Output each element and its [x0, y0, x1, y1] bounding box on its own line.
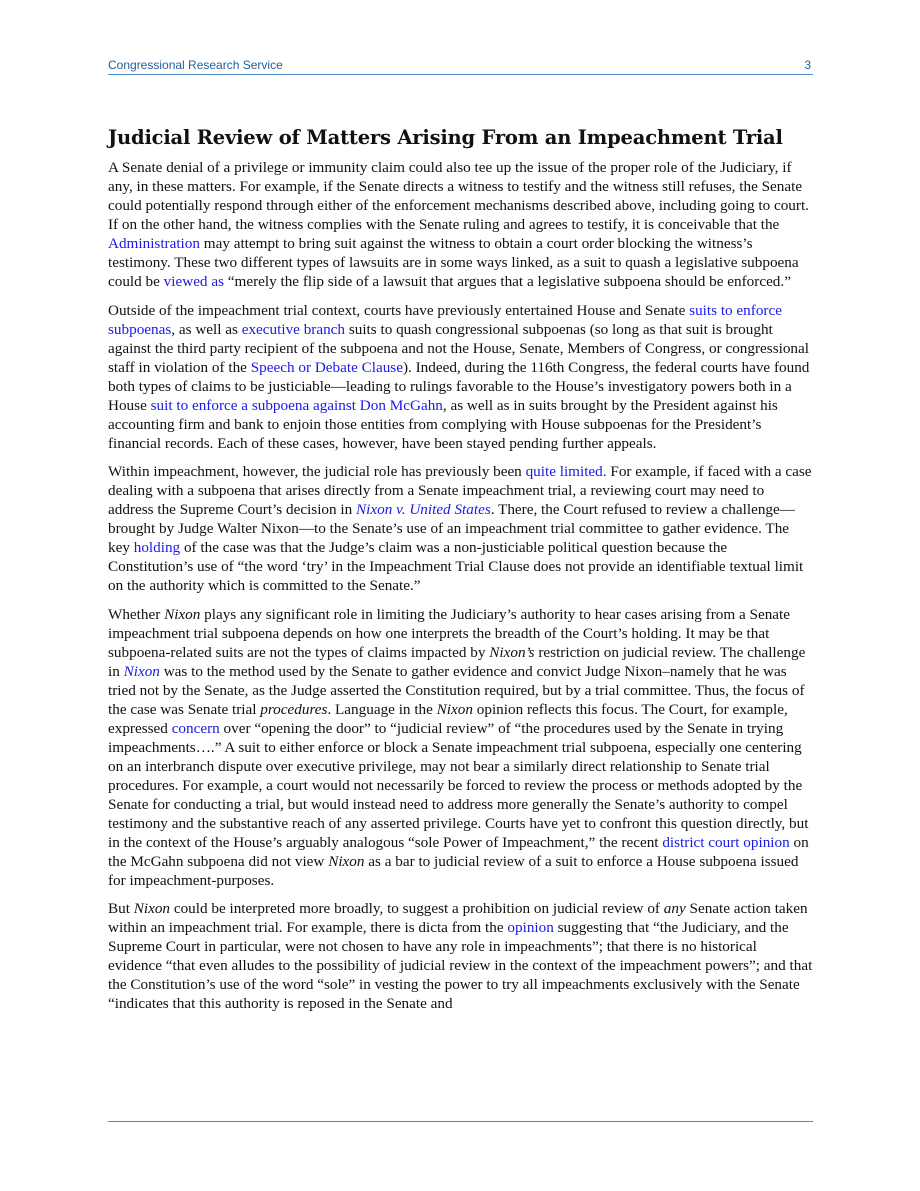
text: “merely the flip side of a lawsuit that argues that a legislative subpoena should be enforced.” [223, 273, 791, 290]
text: Outside of the impeachment trial context, courts have previously entertained House and Senate [108, 301, 690, 319]
header-organization: Congressional Research Service [108, 58, 283, 72]
text: Within impeachment, however, the judicial role has previously been [108, 463, 526, 480]
link-viewed-as[interactable]: viewed as [163, 273, 224, 290]
page-number: 3 [804, 58, 811, 72]
link-mcgahn-suit[interactable]: suit to enforce a subpoena against Don McGahn [150, 396, 443, 414]
text: . There, the Court refused to review a challenge—brought by Judge Walter Nixon—to the Senate’s use of an impeachment trial committee to gather evidence. The key [108, 501, 795, 556]
link-quite-limited[interactable]: quite limited. [525, 463, 607, 480]
text: suits to quash congressional subpoenas (so long as that suit is brought against the third party recipient of the subpoena and not the House, Senate, Members of Congress, or congressional staff in violation of the [108, 320, 809, 376]
link-district-court-opinion[interactable]: district court opinion [662, 833, 790, 851]
link-suits-to-enforce-subpoenas[interactable]: suits to enforce subpoenas [108, 301, 782, 338]
text: may attempt to bring suit against the witness to obtain a court order blocking the witness’s testimony. These two different types of lawsuits are in some ways linked, as a suit to quash a legislative subpoena could be [108, 235, 799, 290]
paragraph-1 [108, 158, 813, 291]
footer-rule [108, 1121, 813, 1122]
link-administration[interactable]: Administration [108, 235, 200, 252]
text: For example, if faced with a case dealing with a subpoena that arises directly from a Senate impeachment trial, a reviewing court may need to address the Supreme Court’s decision in [108, 463, 812, 518]
text: of the case was that the Judge’s claim was a non-justiciable political question because the Constitution’s use of “the word ‘try’ in the Impeachment Trial Clause does not provide an identifiable textual limit on the authority which is committed to the Senate.” [108, 539, 804, 594]
text: , as well as in suits brought by the President against his accounting firm and bank to enjoin those entities from complying with House subpoenas for the President’s financial records. Each of these cases, however, have been stayed pending further appeals. [108, 396, 778, 452]
text: , as well as [171, 320, 242, 338]
text: restriction on judicial review. The challenge in [108, 643, 806, 680]
case-name: Nixon [164, 605, 201, 623]
running-header [108, 56, 813, 74]
text: plays any significant role in limiting the Judiciary’s authority to hear cases arising from a Senate impeachment trial subpoena depends on how one interprets the breadth of the Court’s holding. It may be that subpoena-related suits are not the types of claims impacted by [108, 605, 790, 661]
text: opinion reflects this focus. The Court, for example, expressed [108, 700, 788, 737]
case-name: Nixon [328, 852, 365, 870]
link-nixon-v-united-states[interactable]: Nixon v. United States [356, 501, 491, 518]
case-name: Nixon [436, 700, 473, 718]
link-executive-branch[interactable]: executive branch [241, 320, 346, 338]
paragraph-4 [108, 605, 813, 890]
link-nixon[interactable]: Nixon [123, 662, 160, 680]
emphasis: procedures [260, 700, 328, 718]
emphasis: any [663, 900, 686, 917]
text: over “opening the door” to “judicial review” of “the procedures used by the Senate in trying impeachments….” A suit to either enforce or block a Senate impeachment trial subpoena, especially one centering on an interbranch dispute over executive privilege, may not bear a similarly direct relationship to Senate trial procedures. For example, a court would not necessarily be forced to review the process or methods adopted by the Senate for conducting a trial, but would instead need to address more generally the Senate’s authority to compel testimony and the substantive reach of any asserted privilege. Courts have yet to confront this question directly, but in the context of the House’s arguably analogous “sole Power of Impeachment,” the recent [108, 719, 809, 851]
text: But [108, 900, 134, 917]
paragraph-2 [108, 301, 813, 453]
document-body [108, 124, 813, 1023]
paragraph-3 [108, 462, 813, 595]
text: on the McGahn subpoena did not view [108, 833, 809, 870]
link-speech-or-debate-clause[interactable]: Speech or Debate Clause [250, 358, 403, 376]
link-holding[interactable]: holding [133, 539, 181, 556]
text: Whether [108, 605, 165, 623]
case-name: Nixon [133, 900, 171, 917]
text: Senate action taken within an impeachment trial. For example, there is dicta from the [108, 900, 808, 936]
case-name: Nixon’s [489, 643, 535, 661]
text: suggesting that “the Judiciary, and the Supreme Court in particular, were not chosen to have any role in impeachments”; that there is no historical evidence “that even alludes to the possibility of judicial review in the context of the impeachment powers”; and that the Constitution’s use of the word “sole” in vesting the power to try all impeachments exclusively with the Senate “indicates that this authority is reposed in the Senate and [108, 919, 813, 1012]
section-heading: Judicial Review of Matters Arising From an Impeachment Trial [108, 126, 783, 149]
text: ). Indeed, during the 116th Congress, the federal courts have found both types of claims to be justiciable—leading to rulings favorable to the House’s investigatory powers both in a House [108, 358, 810, 414]
text: . Language in the [327, 700, 437, 718]
text: as a bar to judicial review of a suit to enforce a House subpoena issued for impeachment-purposes. [108, 852, 799, 889]
paragraph-5 [108, 899, 813, 1013]
link-concern[interactable]: concern [171, 719, 220, 737]
text: was to the method used by the Senate to gather evidence and convict Judge Nixon–namely that he was tried not by the Senate, as the Judge asserted the Constitution required, but by a trial committee. Thus, the focus of the case was Senate trial [108, 662, 805, 718]
text: A Senate denial of a privilege or immunity claim could also tee up the issue of the proper role of the Judiciary, if any, in these matters. For example, if the Senate directs a witness to testify and the witness still refuses, the Senate could potentially respond through either of the enforcement mechanisms described above, including going to court. If on the other hand, the witness complies with the Senate ruling and agrees to testify, it is conceivable that the [108, 159, 809, 233]
text: could be interpreted more broadly, to suggest a prohibition on judicial review of [170, 900, 664, 917]
link-opinion[interactable]: opinion [507, 919, 554, 936]
header-rule [108, 74, 813, 75]
